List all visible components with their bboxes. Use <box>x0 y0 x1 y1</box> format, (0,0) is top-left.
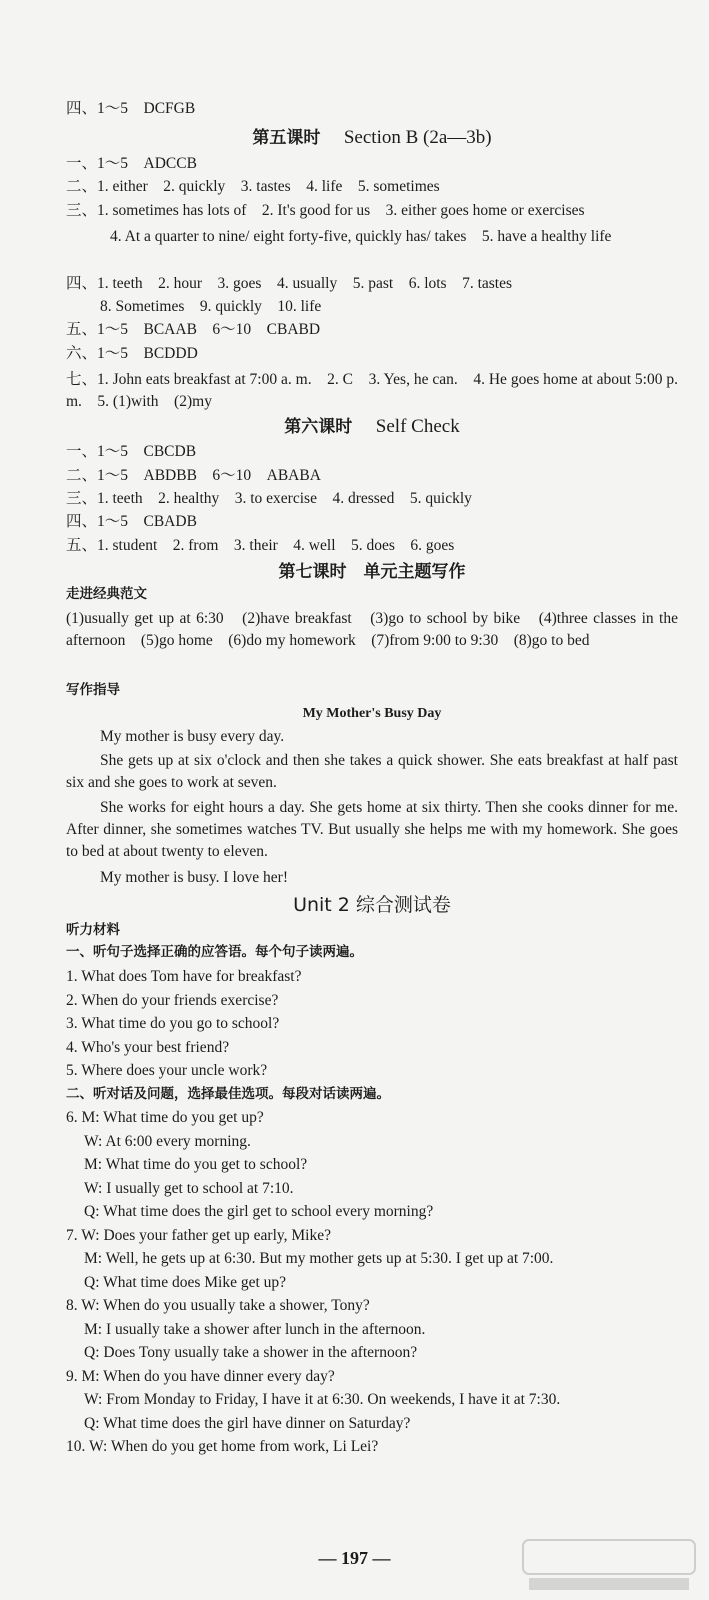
lesson-heading-en: Self Check <box>375 416 460 437</box>
dialogue-line: M: Well, he gets up at 6:30. But my mother gets up at 5:30. I get up at 7:00. <box>84 1250 554 1267</box>
page-number: — 197 — <box>318 1548 391 1568</box>
essay-paragraph: She works for eight hours a day. She gets home at six thirty. Then she cooks dinner for me. After dinner, she sometimes watches TV. But usually she helps me with my homework. She goes to bed at about twenty to eleven. <box>66 799 678 860</box>
section-instruction: 二、听对话及问题，选择最佳选项。每段对话读两遍。 <box>66 1086 390 1102</box>
unit-test-title: Unit 2 综合测试卷 <box>293 894 451 916</box>
answer-line: 七、1. John eats breakfast at 7:00 a. m. 2. C 3. Yes, he can. 4. He goes home at about 5:00 p. m. 5. (1)with (2)my <box>66 371 678 410</box>
subsection-label: 写作指导 <box>66 682 120 698</box>
dialogue-line: W: From Monday to Friday, I have it at 6:30. On weekends, I have it at 7:30. <box>84 1391 561 1408</box>
subsection-label: 听力材料 <box>66 922 120 938</box>
watermark-logo <box>519 1534 699 1594</box>
dialogue-line: Q: What time does Mike get up? <box>84 1274 287 1291</box>
dialogue-line: W: At 6:00 every morning. <box>84 1133 251 1150</box>
section-instruction: 一、听句子选择正确的应答语。每个句子读两遍。 <box>66 944 363 960</box>
listening-question: 5. Where does your uncle work? <box>66 1062 268 1079</box>
answer-line: 三、1. teeth 2. healthy 3. to exercise 4. dressed 5. quickly <box>66 490 472 507</box>
dialogue-line: 10. W: When do you get home from work, Li Lei? <box>66 1438 379 1455</box>
answer-line: 六、1～5 BCDDD <box>66 345 198 362</box>
dialogue-line: 6. M: What time do you get up? <box>66 1109 264 1126</box>
lesson-heading-cn: 第六课时 <box>284 417 353 437</box>
answer-line: 二、1. either 2. quickly 3. tastes 4. life 5. sometimes <box>66 178 440 195</box>
dialogue-line: 8. W: When do you usually take a shower, Tony? <box>66 1297 370 1314</box>
listening-question: 3. What time do you go to school? <box>66 1015 280 1032</box>
answer-line: 一、1～5 ADCCB <box>66 155 197 172</box>
lesson-heading-7 <box>66 559 678 585</box>
answer-line: 五、1. student 2. from 3. their 4. well 5. does 6. goes <box>66 537 455 554</box>
dialogue-line: 9. M: When do you have dinner every day? <box>66 1368 335 1385</box>
answer-line: 二、1～5 ABDBB 6～10 ABABA <box>66 467 321 484</box>
lesson-heading-cn: 第五课时 <box>252 128 321 148</box>
subsection-label: 走进经典范文 <box>66 586 147 602</box>
model-answer: (1)usually get up at 6:30 (2)have breakfast (3)go to school by bike (4)three classes in the afternoon (5)go home (6)do my homework (7)from 9:00 to 9:30 (8)go to bed <box>66 610 678 649</box>
listening-question: 1. What does Tom have for breakfast? <box>66 968 302 985</box>
answer-line: 四、1. teeth 2. hour 3. goes 4. usually 5. past 6. lots 7. tastes <box>66 275 513 292</box>
listening-question: 2. When do your friends exercise? <box>66 992 279 1009</box>
dialogue-line: Q: What time does the girl have dinner on Saturday? <box>84 1415 411 1432</box>
answer-line: 一、1～5 CBCDB <box>66 443 197 460</box>
lesson-heading-cn: 第七课时 单元主题写作 <box>278 562 466 582</box>
dialogue-line: Q: What time does the girl get to school every morning? <box>84 1203 434 1220</box>
essay-paragraph: My mother is busy. I love her! <box>100 869 288 886</box>
listening-question: 4. Who's your best friend? <box>66 1039 230 1056</box>
answer-line: 四、1～5 DCFGB <box>66 100 196 117</box>
essay-paragraph: My mother is busy every day. <box>100 728 285 745</box>
dialogue-line: M: I usually take a shower after lunch in the afternoon. <box>84 1321 426 1338</box>
dialogue-line: M: What time do you get to school? <box>84 1156 308 1173</box>
answer-line: 四、1～5 CBADB <box>66 513 197 530</box>
lesson-heading-6 <box>66 414 678 440</box>
answer-line: 4. At a quarter to nine/ eight forty-five, quickly has/ takes 5. have a healthy life <box>110 228 612 245</box>
answer-line: 8. Sometimes 9. quickly 10. life <box>100 298 322 315</box>
dialogue-line: 7. W: Does your father get up early, Mike? <box>66 1227 331 1244</box>
essay-paragraph: She gets up at six o'clock and then she takes a quick shower. She eats breakfast at half past six and she goes to work at seven. <box>66 752 678 791</box>
dialogue-line: W: I usually get to school at 7:10. <box>84 1180 294 1197</box>
answer-line: 三、1. sometimes has lots of 2. It's good for us 3. either goes home or exercises <box>66 202 585 219</box>
lesson-heading-en: Section B (2a—3b) <box>343 127 492 148</box>
lesson-heading-5 <box>66 125 678 151</box>
answer-line: 五、1～5 BCAAB 6～10 CBABD <box>66 321 321 338</box>
dialogue-line: Q: Does Tony usually take a shower in the afternoon? <box>84 1344 418 1361</box>
essay-title: My Mother's Busy Day <box>302 706 442 721</box>
